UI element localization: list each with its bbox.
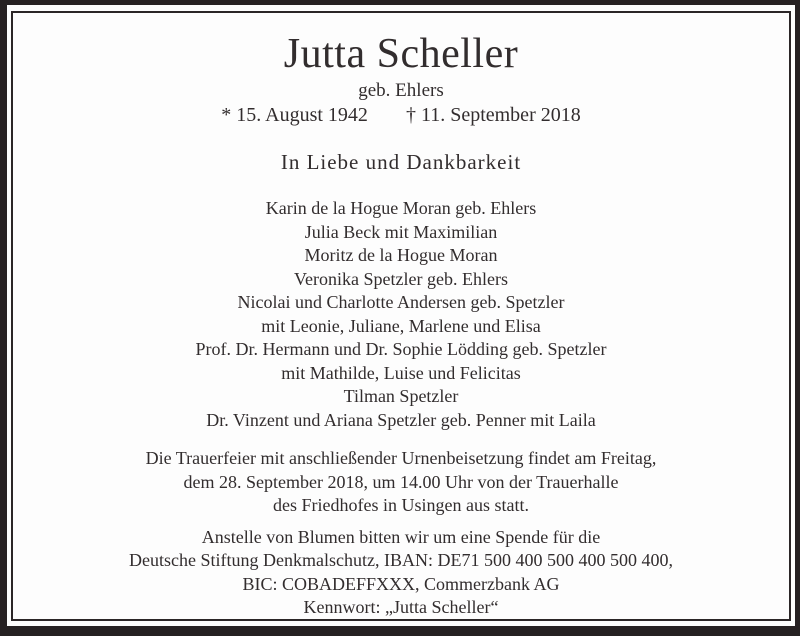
condolence-heading: In Liebe und Dankbarkeit: [280, 150, 522, 174]
family-line: mit Mathilde, Luise und Felicitas: [281, 362, 521, 383]
family-names-list: [13, 197, 789, 432]
donation-line: BIC: COBADEFFXXX, Commerzbank AG: [242, 573, 560, 594]
donation-line: Kennwort: „Jutta Scheller“: [303, 597, 499, 617]
family-line: Dr. Vinzent und Ariana Spetzler geb. Penner mit Laila: [206, 409, 596, 430]
life-dates: [13, 103, 789, 127]
donation-line: Anstelle von Blumen bitten wir um eine Spende für die: [201, 526, 601, 547]
family-line: Veronika Spetzler geb. Ehlers: [294, 268, 508, 289]
obituary-paper: [7, 5, 795, 626]
family-line: Julia Beck mit Maximilian: [304, 221, 498, 242]
family-line: Nicolai und Charlotte Andersen geb. Spetzler: [237, 292, 565, 312]
family-line: Prof. Dr. Hermann und Dr. Sophie Lödding geb. Spetzler: [195, 339, 607, 359]
family-line: mit Leonie, Juliane, Marlene und Elisa: [261, 315, 541, 336]
ceremony-details: [13, 447, 789, 518]
birth-date: * 15. August 1942: [221, 104, 368, 126]
obituary-frame: [11, 11, 791, 621]
obituary-header: [13, 13, 789, 127]
family-line: Tilman Spetzler: [343, 386, 459, 406]
ceremony-line: Die Trauerfeier mit anschließender Urnenbeisetzung findet am Freitag,: [145, 448, 657, 468]
donation-line: Deutsche Stiftung Denkmalschutz, IBAN: DE71 500 400 500 400 500 400,: [129, 550, 673, 570]
death-date: † 11. September 2018: [405, 104, 581, 126]
ceremony-line: dem 28. September 2018, um 14.00 Uhr von der Trauerhalle: [183, 471, 619, 492]
donation-details: [13, 526, 789, 620]
family-line: Karin de la Hogue Moran geb. Ehlers: [265, 198, 537, 218]
deceased-name: Jutta Scheller: [283, 31, 519, 77]
ceremony-line: des Friedhofes in Usingen aus statt.: [273, 495, 529, 515]
maiden-name: geb. Ehlers: [358, 80, 444, 101]
family-line: Moritz de la Hogue Moran: [304, 245, 498, 265]
